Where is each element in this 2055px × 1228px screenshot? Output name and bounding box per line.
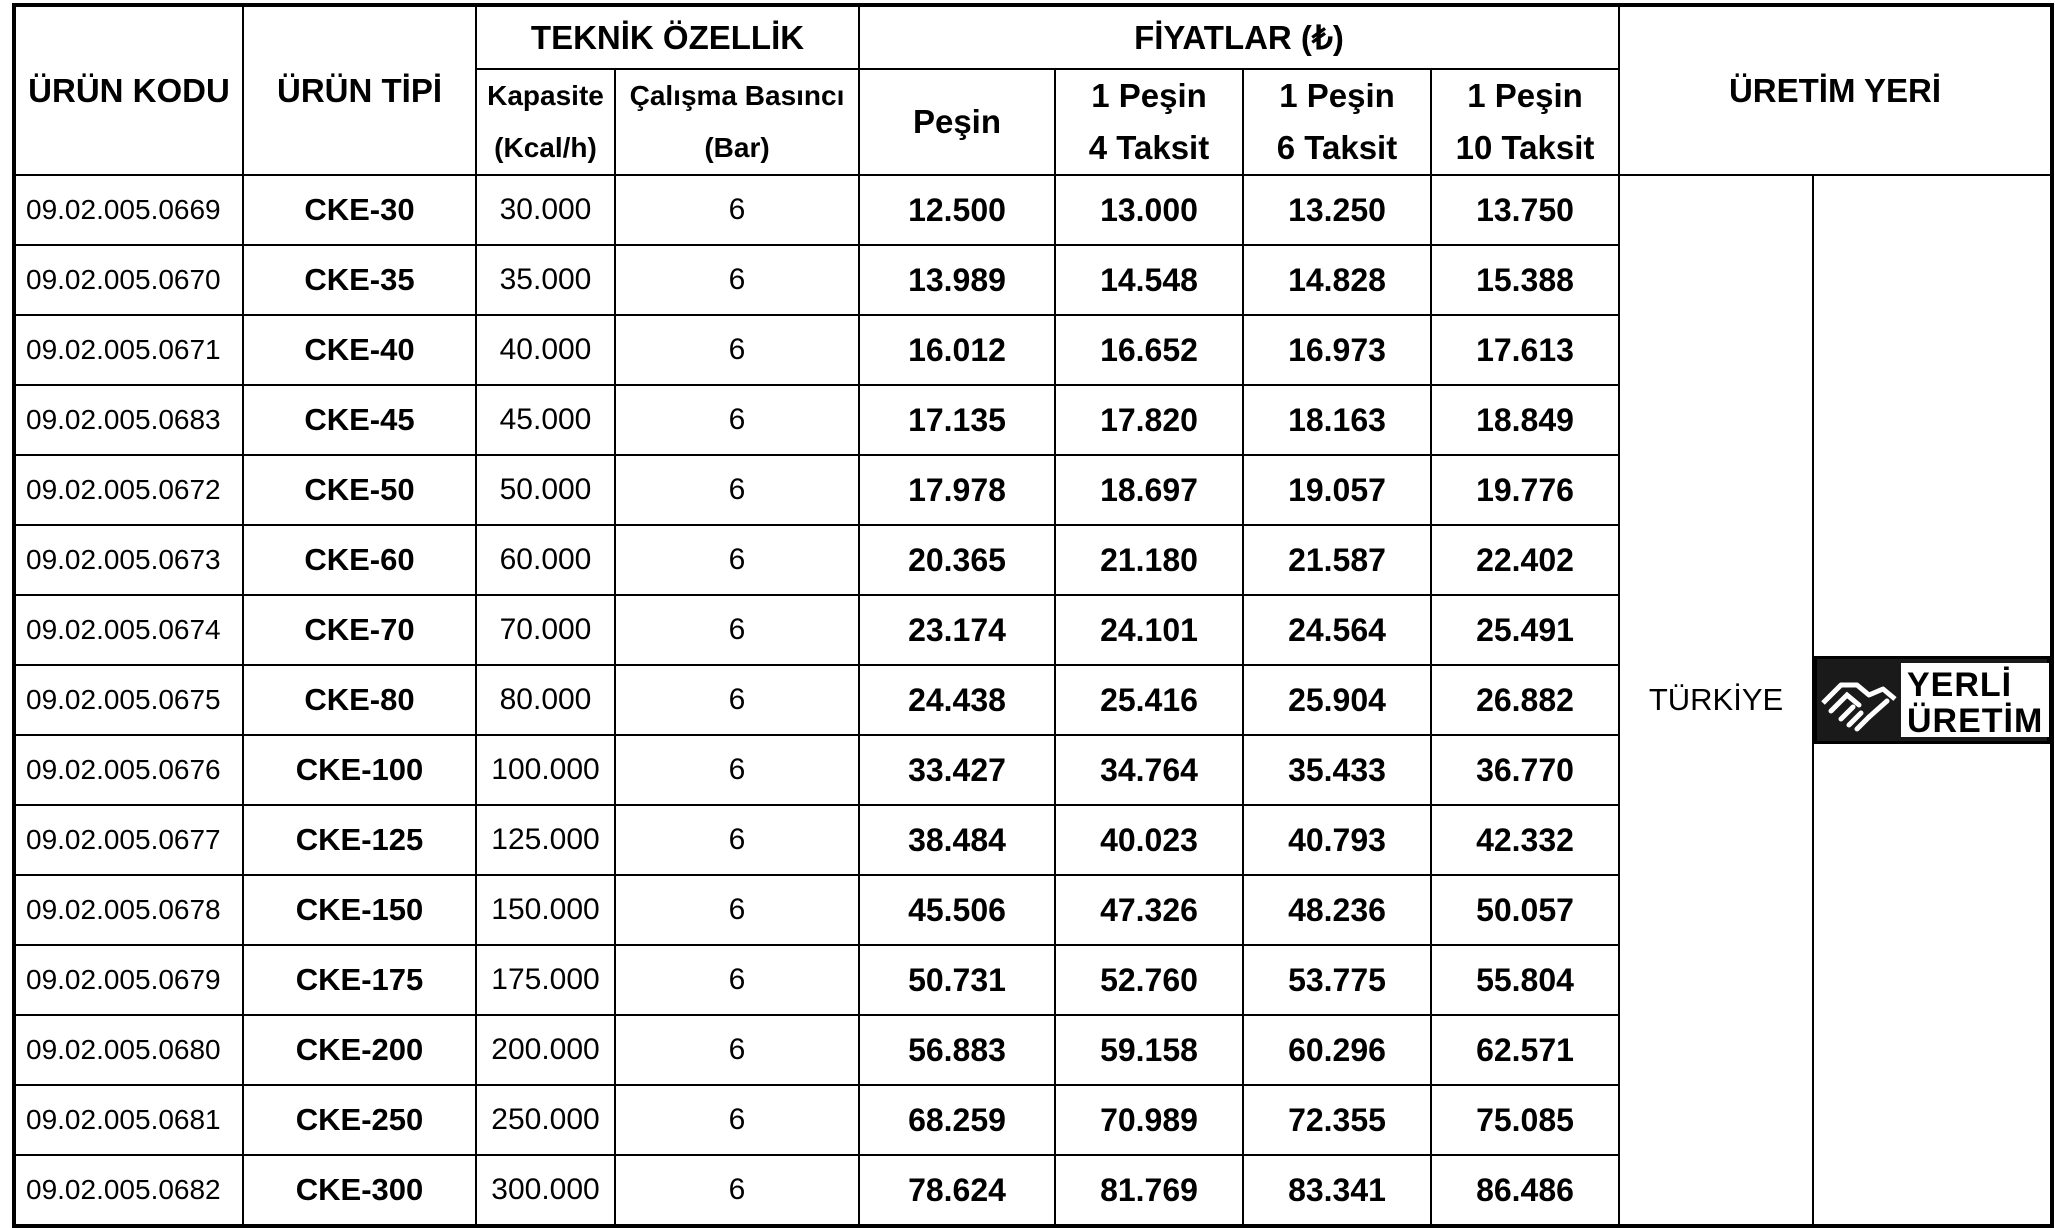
product-type: CKE-175 — [243, 945, 476, 1015]
price-10-taksit: 55.804 — [1431, 945, 1619, 1015]
header-4-taksit — [1055, 69, 1243, 175]
pressure-value: 6 — [615, 945, 859, 1015]
product-type: CKE-125 — [243, 805, 476, 875]
price-6-taksit: 14.828 — [1243, 245, 1431, 315]
price-10-taksit: 22.402 — [1431, 525, 1619, 595]
price-pesin: 33.427 — [859, 735, 1055, 805]
price-pesin: 23.174 — [859, 595, 1055, 665]
origin-country: TÜRKİYE — [1619, 175, 1813, 1226]
price-6-taksit: 16.973 — [1243, 315, 1431, 385]
product-type: CKE-200 — [243, 1015, 476, 1085]
product-code: 09.02.005.0676 — [14, 735, 243, 805]
header-basinc — [615, 69, 859, 175]
price-4-taksit: 24.101 — [1055, 595, 1243, 665]
price-6-taksit: 35.433 — [1243, 735, 1431, 805]
price-10-taksit: 19.776 — [1431, 455, 1619, 525]
header-kapasite-unit: (Kcal/h) — [494, 132, 597, 163]
price-6-taksit: 18.163 — [1243, 385, 1431, 455]
price-4-taksit: 81.769 — [1055, 1155, 1243, 1226]
product-type: CKE-35 — [243, 245, 476, 315]
product-code: 09.02.005.0680 — [14, 1015, 243, 1085]
badge-text — [1901, 663, 2049, 740]
capacity-value: 100.000 — [476, 735, 615, 805]
product-type: CKE-300 — [243, 1155, 476, 1226]
header-pesin: Peşin — [859, 69, 1055, 175]
price-4-taksit: 25.416 — [1055, 665, 1243, 735]
capacity-value: 175.000 — [476, 945, 615, 1015]
header-6-taksit-line2: 6 Taksit — [1276, 129, 1398, 166]
product-code: 09.02.005.0670 — [14, 245, 243, 315]
price-pesin: 13.989 — [859, 245, 1055, 315]
pressure-value: 6 — [615, 1085, 859, 1155]
price-6-taksit: 72.355 — [1243, 1085, 1431, 1155]
header-10-taksit-line1: 1 Peşin — [1467, 77, 1583, 114]
price-4-taksit: 17.820 — [1055, 385, 1243, 455]
price-4-taksit: 16.652 — [1055, 315, 1243, 385]
product-type: CKE-40 — [243, 315, 476, 385]
price-pesin: 24.438 — [859, 665, 1055, 735]
product-code: 09.02.005.0673 — [14, 525, 243, 595]
product-code: 09.02.005.0678 — [14, 875, 243, 945]
pressure-value: 6 — [615, 1015, 859, 1085]
product-type: CKE-30 — [243, 175, 476, 245]
product-type: CKE-80 — [243, 665, 476, 735]
capacity-value: 40.000 — [476, 315, 615, 385]
pressure-value: 6 — [615, 175, 859, 245]
header-4-taksit-line2: 4 Taksit — [1088, 129, 1210, 166]
product-type: CKE-50 — [243, 455, 476, 525]
price-10-taksit: 36.770 — [1431, 735, 1619, 805]
capacity-value: 250.000 — [476, 1085, 615, 1155]
price-10-taksit: 15.388 — [1431, 245, 1619, 315]
header-basinc-unit: (Bar) — [704, 132, 770, 163]
price-pesin: 50.731 — [859, 945, 1055, 1015]
product-code: 09.02.005.0679 — [14, 945, 243, 1015]
capacity-value: 50.000 — [476, 455, 615, 525]
pressure-value: 6 — [615, 805, 859, 875]
price-pesin: 68.259 — [859, 1085, 1055, 1155]
price-10-taksit: 17.613 — [1431, 315, 1619, 385]
price-4-taksit: 34.764 — [1055, 735, 1243, 805]
product-code: 09.02.005.0674 — [14, 595, 243, 665]
capacity-value: 200.000 — [476, 1015, 615, 1085]
price-6-taksit: 25.904 — [1243, 665, 1431, 735]
price-4-taksit: 13.000 — [1055, 175, 1243, 245]
capacity-value: 60.000 — [476, 525, 615, 595]
product-code: 09.02.005.0677 — [14, 805, 243, 875]
price-10-taksit: 42.332 — [1431, 805, 1619, 875]
price-6-taksit: 13.250 — [1243, 175, 1431, 245]
price-6-taksit: 40.793 — [1243, 805, 1431, 875]
header-kapasite-label: Kapasite — [487, 80, 604, 111]
pressure-value: 6 — [615, 315, 859, 385]
pressure-value: 6 — [615, 665, 859, 735]
pressure-value: 6 — [615, 455, 859, 525]
price-pesin: 78.624 — [859, 1155, 1055, 1226]
header-kapasite — [476, 69, 615, 175]
price-6-taksit: 83.341 — [1243, 1155, 1431, 1226]
price-pesin: 38.484 — [859, 805, 1055, 875]
capacity-value: 35.000 — [476, 245, 615, 315]
header-basinc-label: Çalışma Basıncı — [629, 80, 845, 111]
product-code: 09.02.005.0671 — [14, 315, 243, 385]
price-6-taksit: 60.296 — [1243, 1015, 1431, 1085]
header-urun-tipi: ÜRÜN TİPİ — [243, 5, 476, 175]
capacity-value: 80.000 — [476, 665, 615, 735]
capacity-value: 300.000 — [476, 1155, 615, 1226]
header-fiyatlar: FİYATLAR (₺) — [859, 5, 1619, 69]
price-pesin: 56.883 — [859, 1015, 1055, 1085]
price-4-taksit: 40.023 — [1055, 805, 1243, 875]
header-teknik-ozellik: TEKNİK ÖZELLİK — [476, 5, 859, 69]
handshake-icon — [1817, 659, 1899, 741]
price-list — [12, 3, 2054, 1228]
price-pesin: 16.012 — [859, 315, 1055, 385]
price-pesin: 17.978 — [859, 455, 1055, 525]
header-10-taksit — [1431, 69, 1619, 175]
price-table-body — [14, 175, 2052, 1226]
badge-line-2: ÜRETİM — [1907, 702, 2044, 740]
header-10-taksit-line2: 10 Taksit — [1455, 129, 1595, 166]
price-6-taksit: 48.236 — [1243, 875, 1431, 945]
yerli-uretim-badge — [1814, 656, 2050, 744]
price-pesin: 17.135 — [859, 385, 1055, 455]
price-4-taksit: 18.697 — [1055, 455, 1243, 525]
product-code: 09.02.005.0682 — [14, 1155, 243, 1226]
product-type: CKE-150 — [243, 875, 476, 945]
pressure-value: 6 — [615, 735, 859, 805]
price-6-taksit: 19.057 — [1243, 455, 1431, 525]
price-4-taksit: 21.180 — [1055, 525, 1243, 595]
product-type: CKE-250 — [243, 1085, 476, 1155]
price-4-taksit: 47.326 — [1055, 875, 1243, 945]
capacity-value: 125.000 — [476, 805, 615, 875]
product-type: CKE-70 — [243, 595, 476, 665]
product-code: 09.02.005.0669 — [14, 175, 243, 245]
price-6-taksit: 24.564 — [1243, 595, 1431, 665]
product-code: 09.02.005.0675 — [14, 665, 243, 735]
pressure-value: 6 — [615, 875, 859, 945]
price-6-taksit: 21.587 — [1243, 525, 1431, 595]
price-4-taksit: 59.158 — [1055, 1015, 1243, 1085]
product-type: CKE-100 — [243, 735, 476, 805]
price-10-taksit: 86.486 — [1431, 1155, 1619, 1226]
header-urun-kodu: ÜRÜN KODU — [14, 5, 243, 175]
capacity-value: 30.000 — [476, 175, 615, 245]
table-row — [14, 175, 2052, 245]
price-pesin: 45.506 — [859, 875, 1055, 945]
capacity-value: 70.000 — [476, 595, 615, 665]
header-6-taksit-line1: 1 Peşin — [1279, 77, 1395, 114]
price-table — [12, 3, 2054, 1228]
price-10-taksit: 18.849 — [1431, 385, 1619, 455]
pressure-value: 6 — [615, 245, 859, 315]
pressure-value: 6 — [615, 385, 859, 455]
price-4-taksit: 52.760 — [1055, 945, 1243, 1015]
price-10-taksit: 75.085 — [1431, 1085, 1619, 1155]
product-type: CKE-45 — [243, 385, 476, 455]
pressure-value: 6 — [615, 595, 859, 665]
yerli-uretim-logo-cell — [1813, 175, 2052, 1226]
price-pesin: 20.365 — [859, 525, 1055, 595]
price-4-taksit: 70.989 — [1055, 1085, 1243, 1155]
price-10-taksit: 50.057 — [1431, 875, 1619, 945]
pressure-value: 6 — [615, 525, 859, 595]
header-6-taksit — [1243, 69, 1431, 175]
badge-line-1: YERLİ — [1907, 666, 2013, 704]
pressure-value: 6 — [615, 1155, 859, 1226]
product-code: 09.02.005.0683 — [14, 385, 243, 455]
price-10-taksit: 26.882 — [1431, 665, 1619, 735]
price-4-taksit: 14.548 — [1055, 245, 1243, 315]
header-uretim-yeri: ÜRETİM YERİ — [1619, 5, 2052, 175]
header-4-taksit-line1: 1 Peşin — [1091, 77, 1207, 114]
price-10-taksit: 25.491 — [1431, 595, 1619, 665]
product-code: 09.02.005.0681 — [14, 1085, 243, 1155]
capacity-value: 45.000 — [476, 385, 615, 455]
price-10-taksit: 62.571 — [1431, 1015, 1619, 1085]
capacity-value: 150.000 — [476, 875, 615, 945]
product-code: 09.02.005.0672 — [14, 455, 243, 525]
price-pesin: 12.500 — [859, 175, 1055, 245]
price-10-taksit: 13.750 — [1431, 175, 1619, 245]
product-type: CKE-60 — [243, 525, 476, 595]
price-6-taksit: 53.775 — [1243, 945, 1431, 1015]
